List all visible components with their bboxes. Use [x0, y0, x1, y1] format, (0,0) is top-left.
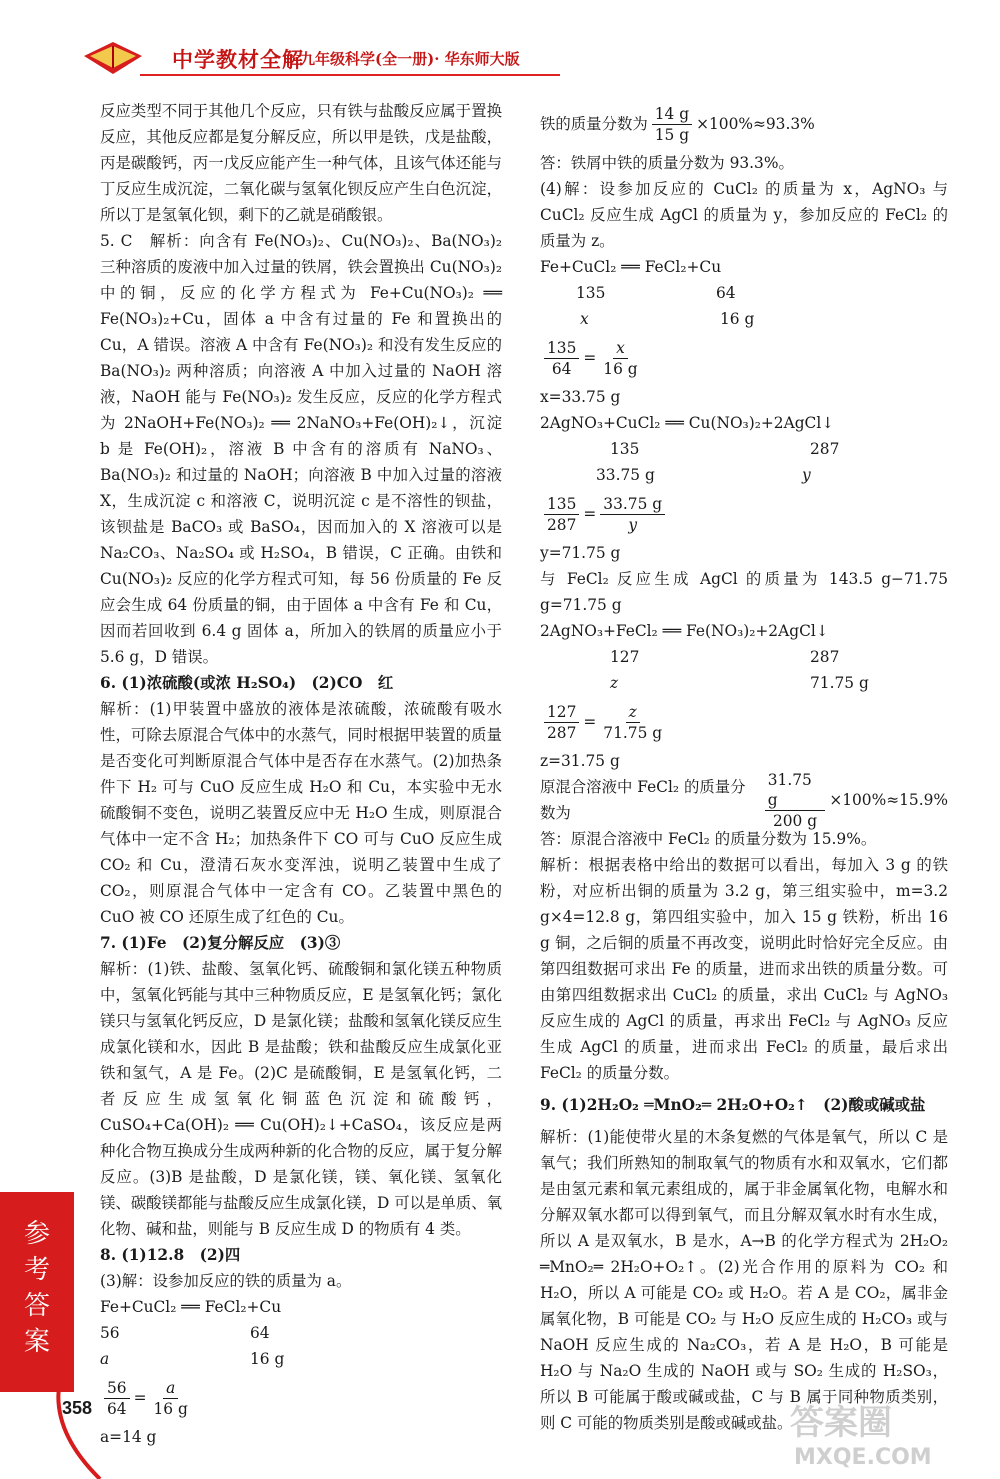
- watermark-text: 答案圈: [790, 1403, 892, 1443]
- answer-8: 8. (1)12.8 (2)四: [100, 1246, 241, 1264]
- calc-value: y: [802, 466, 811, 484]
- calc-value: 71.75 g: [810, 674, 869, 692]
- analysis-8: 解析：根据表格中给出的数据可以看出，每加入 3 g 的铁粉，对应析出铜的质量为 3.2 g，第三组实验中，m=3.2 g×4=12.8 g，第四组实验中，加入 15 g 铁粉，析出 16 g 铜，之后铜的质量不再改变，说明此时恰好完全反应。由第四组数据可求出 Fe 的质量，进而求出铁的质量分数。可由第四组数据求出 CuCl₂ 的质量，求出 CuCl₂ 与 AgNO₃ 反应生成的 AgCl 的质量，再求出 FeCl₂ 与 AgNO₃ 反应生成 AgCl 的质量，进而求出 FeCl₂ 的质量，最后求出 FeCl₂ 的质量分数。: [540, 856, 948, 1082]
- answers-tab: [0, 1192, 74, 1392]
- calc-value: 287: [810, 440, 840, 458]
- answer-line: 答：原混合溶液中 FeCl₂ 的质量分数为 15.9%。: [540, 830, 877, 848]
- equation: Fe+CuCl₂ ══ FeCl₂+Cu: [540, 258, 722, 276]
- frac-num: 33.75 g: [600, 494, 665, 515]
- answer-9: 9. (1)2H₂O₂ ═MnO₂═ 2H₂O+O₂↑ (2)酸或碱或盐: [540, 1096, 926, 1114]
- analysis-6: 解析：(1)甲装置中盛放的液体是浓硫酸，浓硫酸有吸水性，可除去原混合气体中的水蒸气，同时根据甲装置的质量是否变化可判断原混合气体中是否存在水蒸气。(2)加热条件下 H₂ 可与 CuO 反应生成 H₂O 和 Cu，本实验中无水硫酸铜不变色，说明乙装置反应中无 H₂O 生成，则原混合气体中一定不含 H₂；加热条件下 CO 可与 CuO 反应生成 CO₂ 和 Cu，澄清石灰水变浑浊，说明乙装置中生成了 CO₂，则原混合气体中一定含有 CO。乙装置中黑色的 CuO 被 CO 还原生成了红色的 Cu。: [100, 700, 502, 926]
- left-column: [100, 98, 502, 1450]
- frac-den: 287: [547, 723, 577, 742]
- calc-result: x=33.75 g: [540, 388, 621, 406]
- calc-value: 16 g: [720, 310, 755, 328]
- analysis-7: 解析：(1)铁、盐酸、氢氧化钙、硫酸铜和氯化镁五种物质中，氢氧化钙能与其中三种物质反应，E 是氢氧化钙；氯化镁只与氢氧化钙反应，D 是氯化镁；盐酸和氢氧化镁反应生成氯化镁和水，因此 B 是盐酸；铁和盐酸反应生成氯化亚铁和氢气，A 是 Fe。(2)C 是硫酸铜，E 是氢氧化钙，二者反应生成氢氧化铜蓝色沉淀和硫酸钙，CuSO₄+Ca(OH)₂ ══ Cu(OH)₂↓+CaSO₄，该反应是两种化合物互换成分生成两种新的化合物的反应，属于复分解反应。(3)B 是盐酸，D 是氯化镁，镁、氧化镁、氢氧化镁、碳酸镁都能与盐酸反应生成氯化镁，D 可以是单质、氧化物、碱和盐，则能与 B 反应生成 D 的物质有 4 类。: [100, 960, 502, 1238]
- equation: 2AgNO₃+FeCl₂ ══ Fe(NO₃)₂+2AgCl↓: [540, 622, 829, 640]
- calc-value: 33.75 g: [596, 466, 655, 484]
- calc-value: z: [610, 674, 619, 692]
- frac-num: x: [613, 338, 628, 359]
- frac-num: a: [163, 1378, 178, 1399]
- calc-value: 127: [610, 648, 640, 666]
- frac-den: 15 g: [654, 125, 690, 144]
- proportion: $\frac{135}{64}$ = $\frac{x}{16 g}$: [540, 332, 948, 384]
- calc-value: 135: [576, 284, 606, 302]
- answer-6: 6. (1)浓硫酸(或浓 H₂SO₄) (2)CO 红: [100, 674, 394, 692]
- frac-num: 135: [544, 338, 579, 359]
- frac-den: 16 g: [153, 1399, 188, 1418]
- calc-value: 64: [716, 284, 736, 302]
- equation: 2AgNO₃+CuCl₂ ══ Cu(NO₃)₂+2AgCl↓: [540, 414, 835, 432]
- right-column: [540, 98, 948, 1436]
- frac-num: 56: [104, 1378, 130, 1399]
- label: 铁的质量分数为: [540, 115, 648, 133]
- frac-den: 64: [107, 1399, 127, 1418]
- book-title: 中学教材全解: [172, 47, 304, 72]
- frac-den: 71.75 g: [603, 723, 663, 742]
- book-subtitle: 九年级科学(全一册)· 华东师大版: [300, 50, 520, 68]
- calc-result: z=31.75 g: [540, 752, 620, 770]
- answer-8-4: (4)解：设参加反应的 CuCl₂ 的质量为 x，AgNO₃ 与 CuCl₂ 反应生成 AgCl 的质量为 y，参加反应的 FeCl₂ 的质量为 z。: [540, 180, 948, 250]
- svg-text:MXQE.COM: MXQE.COM: [794, 1445, 932, 1470]
- book-logo-icon: [80, 34, 146, 80]
- frac-den: 16 g: [603, 359, 638, 378]
- paragraph: 与 FeCl₂ 反应生成 AgCl 的质量为 143.5 g−71.75 g=71.75 g: [540, 570, 948, 614]
- fecl2-fraction: [540, 770, 948, 830]
- label: ×100%≈15.9%: [829, 791, 948, 809]
- frac-den: 287: [547, 515, 577, 534]
- paragraph: 反应类型不同于其他几个反应，只有铁与盐酸反应属于置换反应，其他反应都是复分解反应，所以甲是铁，戊是盐酸，丙是碳酸钙，丙一戊反应能产生一种气体，且该气体还能与丁反应生成沉淀，二氧化碳与氢氧化钡反应产生白色沉淀，所以丁是氢氧化钡，剩下的乙就是硝酸银。: [100, 102, 502, 224]
- frac-den: y: [628, 515, 638, 534]
- proportion: $\frac{135}{287}$ = $\frac{33.75 g}{y}$: [540, 488, 948, 540]
- calc-result: a=14 g: [100, 1428, 157, 1446]
- frac-den: 64: [551, 359, 572, 378]
- calc-value: 135: [610, 440, 640, 458]
- watermark-logo: [780, 1392, 980, 1472]
- answer-5: 5. C 解析：向含有 Fe(NO₃)₂、Cu(NO₃)₂、Ba(NO₃)₂ 三种溶质的废液中加入过量的铁屑，铁会置换出 Cu(NO₃)₂ 中的铜，反应的化学方程式为 Fe+Cu(NO₃)₂ ══ Fe(NO₃)₂+Cu，固体 a 中含有过量的 Fe 和置换出的 Cu，A 错误。溶液 A 中含有 Fe(NO₃)₂ 和没有发生反应的 Ba(NO₃)₂ 两种溶质；向溶液 A 中加入过量的 NaOH 溶液，NaOH 能与 Fe(NO₃)₂ 发生反应，反应的化学方程式为 2NaOH+Fe(NO₃)₂ ══ 2NaNO₃+Fe(OH)₂↓，沉淀 b 是 Fe(OH)₂，溶液 B 中含有的溶质有 NaNO₃、Ba(NO₃)₂ 和过量的 NaOH；向溶液 B 中加入过量的溶液 X，生成沉淀 c 和溶液 C，说明沉淀 c 是不溶性的钡盐，该钡盐是 BaCO₃ 或 BaSO₄，因而加入的 X 溶液可以是 Na₂CO₃、Na₂SO₄ 或 H₂SO₄，B 错误，C 正确。由铁和 Cu(NO₃)₂ 反应的化学方程式可知，每 56 份质量的 Fe 反应会生成 64 份质量的铜，由于固体 a 中含有 Fe 和 Cu，因而若回收到 6.4 g 固体 a，所加入的铁屑的质量应小于 5.6 g，D 错误。: [100, 232, 502, 666]
- header-rule: [140, 74, 560, 76]
- frac-num: 135: [544, 494, 579, 515]
- calc-value: 16 g: [250, 1350, 285, 1368]
- page-number: 358: [62, 1398, 93, 1418]
- tab-label: 参考答案: [23, 1219, 50, 1357]
- analysis-9: 解析：(1)能使带火星的木条复燃的气体是氧气，所以 C 是氧气；我们所熟知的制取氧气的物质有水和双氧水，它们都是由氢元素和氧元素组成的，属于非金属氧化物，电解水和分解双氧水都可以得到氧气，而且分解双氧水时有水生成，所以 A 是双氧水，B 是水，A→B 的化学方程式为 2H₂O₂ ═MnO₂═ 2H₂O+O₂↑。(2)光合作用的原料为 CO₂ 和 H₂O，所以 A 可能是 CO₂ 或 H₂O。若 A 是 CO₂，属非金属氧化物，B 可能是 CO₂ 与 H₂O 反应生成的 H₂CO₃ 或与 NaOH 反应生成的 Na₂CO₃，若 A 是 H₂O，B 可能是 H₂O 与 Na₂O 生成的 NaOH 或与 SO₂ 生成的 H₂SO₃，所以 B 可能属于酸或碱或盐，C 与 B 属于同种物质类别，则 C 可能的物质类别是酸或碱或盐。: [540, 1128, 948, 1432]
- page-corner-arc-icon: [40, 1370, 140, 1479]
- calc-value: 64: [250, 1324, 270, 1342]
- answer-8-3: (3)解：设参加反应的铁的质量为 a。: [100, 1272, 352, 1290]
- calc-value: 287: [810, 648, 840, 666]
- frac-num: 31.75 g: [765, 770, 826, 811]
- proportion: $\frac{127}{287}$ = $\frac{z}{71.75 g}$: [540, 696, 948, 748]
- label: ×100%≈93.3%: [696, 115, 815, 133]
- proportion: $\frac{56}{64}$ = $\frac{a}{16 g}$: [100, 1372, 502, 1424]
- calc-value: 56: [100, 1324, 120, 1342]
- frac-num: 127: [544, 702, 579, 723]
- iron-fraction: [540, 98, 948, 150]
- page-header: [0, 0, 1000, 100]
- equation: Fe+CuCl₂ ══ FeCl₂+Cu: [100, 1298, 282, 1316]
- calc-value: x: [580, 310, 589, 328]
- calc-value: a: [100, 1350, 110, 1368]
- frac-num: z: [626, 702, 640, 723]
- answer-7: 7. (1)Fe (2)复分解反应 (3)③: [100, 934, 341, 952]
- calc-result: y=71.75 g: [540, 544, 621, 562]
- answer-line: 答：铁屑中铁的质量分数为 93.3%。: [540, 154, 794, 172]
- frac-num: 14 g: [652, 104, 692, 125]
- frac-den: 200 g: [772, 811, 818, 830]
- label: 原混合溶液中 FeCl₂ 的质量分数为: [540, 778, 746, 822]
